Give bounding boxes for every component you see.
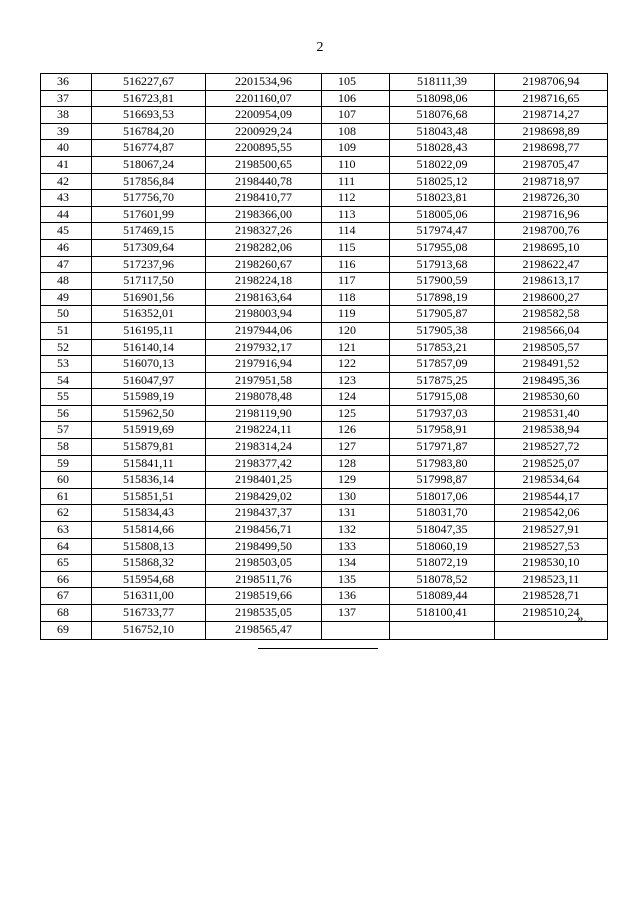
point-number-left-cell: 69	[41, 621, 92, 639]
x-coordinate-right-cell: 518098,06	[390, 90, 495, 107]
y-coordinate-left-cell: 2197951,58	[206, 372, 322, 389]
point-number-left-cell: 45	[41, 223, 92, 240]
table-row	[41, 605, 608, 622]
x-coordinate-right-cell: 518111,39	[390, 74, 495, 91]
point-number-left-cell: 53	[41, 356, 92, 373]
y-coordinate-left-cell: 2198511,76	[206, 571, 322, 588]
table-row	[41, 488, 608, 505]
point-number-left-cell: 57	[41, 422, 92, 439]
point-number-right-cell: 121	[322, 339, 390, 356]
x-coordinate-left-cell: 515962,50	[92, 405, 206, 422]
table-row	[41, 156, 608, 173]
x-coordinate-right-cell: 518076,68	[390, 107, 495, 124]
x-coordinate-left-cell: 516784,20	[92, 123, 206, 140]
y-coordinate-left-cell: 2198003,94	[206, 306, 322, 323]
table-row	[41, 356, 608, 373]
table-row	[41, 74, 608, 91]
y-coordinate-right-cell: 2198510,24	[495, 605, 608, 622]
point-number-left-cell: 46	[41, 239, 92, 256]
x-coordinate-right-cell: 517905,87	[390, 306, 495, 323]
point-number-left-cell: 42	[41, 173, 92, 190]
x-coordinate-left-cell: 516723,81	[92, 90, 206, 107]
y-coordinate-right-cell: 2198528,71	[495, 588, 608, 605]
point-number-right-cell: 112	[322, 190, 390, 207]
table-row	[41, 505, 608, 522]
point-number-right-cell: 123	[322, 372, 390, 389]
x-coordinate-left-cell: 516774,87	[92, 140, 206, 157]
point-number-right-cell: 126	[322, 422, 390, 439]
y-coordinate-right-cell: 2198495,36	[495, 372, 608, 389]
y-coordinate-right-cell: 2198491,52	[495, 356, 608, 373]
table-row	[41, 140, 608, 157]
y-coordinate-right-cell: 2198706,94	[495, 74, 608, 91]
y-coordinate-right-cell: 2198530,60	[495, 389, 608, 406]
point-number-left-cell: 49	[41, 289, 92, 306]
point-number-right-cell: 133	[322, 538, 390, 555]
x-coordinate-left-cell: 517309,64	[92, 239, 206, 256]
y-coordinate-right-cell: 2198525,07	[495, 455, 608, 472]
y-coordinate-left-cell: 2198519,66	[206, 588, 322, 605]
y-coordinate-right-cell: 2198527,91	[495, 522, 608, 539]
x-coordinate-right-cell: 518100,41	[390, 605, 495, 622]
x-coordinate-left-cell: 516227,67	[92, 74, 206, 91]
x-coordinate-left-cell: 515879,81	[92, 439, 206, 456]
table-row	[41, 588, 608, 605]
point-number-left-cell: 44	[41, 206, 92, 223]
point-number-right-cell: 128	[322, 455, 390, 472]
y-coordinate-left-cell: 2198366,00	[206, 206, 322, 223]
x-coordinate-left-cell: 516195,11	[92, 322, 206, 339]
point-number-left-cell: 38	[41, 107, 92, 124]
y-coordinate-right-cell: 2198538,94	[495, 422, 608, 439]
point-number-left-cell: 39	[41, 123, 92, 140]
point-number-right-cell: 122	[322, 356, 390, 373]
y-coordinate-left-cell: 2198224,18	[206, 273, 322, 290]
point-number-left-cell: 50	[41, 306, 92, 323]
point-number-right-cell: 108	[322, 123, 390, 140]
y-coordinate-right-cell: 2198566,04	[495, 322, 608, 339]
table-row	[41, 239, 608, 256]
point-number-right-cell	[322, 621, 390, 639]
point-number-left-cell: 63	[41, 522, 92, 539]
table-row	[41, 322, 608, 339]
table-row	[41, 555, 608, 572]
point-number-right-cell: 136	[322, 588, 390, 605]
x-coordinate-left-cell: 518067,24	[92, 156, 206, 173]
point-number-left-cell: 40	[41, 140, 92, 157]
table-row	[41, 173, 608, 190]
x-coordinate-left-cell: 515989,19	[92, 389, 206, 406]
x-coordinate-left-cell: 517756,70	[92, 190, 206, 207]
x-coordinate-right-cell: 517937,03	[390, 405, 495, 422]
point-number-right-cell: 115	[322, 239, 390, 256]
point-number-right-cell: 131	[322, 505, 390, 522]
table-row	[41, 123, 608, 140]
x-coordinate-left-cell: 515808,13	[92, 538, 206, 555]
x-coordinate-right-cell: 518025,12	[390, 173, 495, 190]
x-coordinate-right-cell: 517875,25	[390, 372, 495, 389]
y-coordinate-left-cell: 2201534,96	[206, 74, 322, 91]
table-row	[41, 389, 608, 406]
y-coordinate-right-cell: 2198527,53	[495, 538, 608, 555]
table-row	[41, 306, 608, 323]
y-coordinate-right-cell	[495, 621, 608, 639]
y-coordinate-right-cell: 2198698,89	[495, 123, 608, 140]
point-number-right-cell: 120	[322, 322, 390, 339]
y-coordinate-left-cell: 2198260,67	[206, 256, 322, 273]
x-coordinate-left-cell: 516047,97	[92, 372, 206, 389]
point-number-left-cell: 58	[41, 439, 92, 456]
point-number-left-cell: 67	[41, 588, 92, 605]
y-coordinate-left-cell: 2200929,24	[206, 123, 322, 140]
x-coordinate-right-cell: 518028,43	[390, 140, 495, 157]
y-coordinate-left-cell: 2198440,78	[206, 173, 322, 190]
x-coordinate-right-cell: 517857,09	[390, 356, 495, 373]
point-number-left-cell: 60	[41, 472, 92, 489]
point-number-left-cell: 65	[41, 555, 92, 572]
point-number-right-cell: 137	[322, 605, 390, 622]
x-coordinate-right-cell: 518043,48	[390, 123, 495, 140]
x-coordinate-left-cell: 516311,00	[92, 588, 206, 605]
y-coordinate-left-cell: 2198437,37	[206, 505, 322, 522]
point-number-right-cell: 124	[322, 389, 390, 406]
y-coordinate-right-cell: 2198531,40	[495, 405, 608, 422]
x-coordinate-left-cell: 516070,13	[92, 356, 206, 373]
point-number-right-cell: 109	[322, 140, 390, 157]
table-row	[41, 621, 608, 639]
x-coordinate-right-cell: 518005,06	[390, 206, 495, 223]
y-coordinate-right-cell: 2198542,06	[495, 505, 608, 522]
x-coordinate-right-cell: 517853,21	[390, 339, 495, 356]
y-coordinate-right-cell: 2198700,76	[495, 223, 608, 240]
x-coordinate-right-cell: 518017,06	[390, 488, 495, 505]
x-coordinate-right-cell: 518031,70	[390, 505, 495, 522]
y-coordinate-left-cell: 2198503,05	[206, 555, 322, 572]
y-coordinate-left-cell: 2198377,42	[206, 455, 322, 472]
x-coordinate-left-cell: 516752,10	[92, 621, 206, 639]
page-number: 2	[316, 40, 324, 55]
x-coordinate-left-cell: 516693,53	[92, 107, 206, 124]
y-coordinate-left-cell: 2198327,26	[206, 223, 322, 240]
x-coordinate-right-cell: 517958,91	[390, 422, 495, 439]
point-number-left-cell: 52	[41, 339, 92, 356]
x-coordinate-right-cell: 517905,38	[390, 322, 495, 339]
y-coordinate-right-cell: 2198527,72	[495, 439, 608, 456]
point-number-right-cell: 105	[322, 74, 390, 91]
table-row	[41, 538, 608, 555]
table-row	[41, 472, 608, 489]
point-number-left-cell: 48	[41, 273, 92, 290]
x-coordinate-left-cell: 517856,84	[92, 173, 206, 190]
y-coordinate-left-cell: 2198456,71	[206, 522, 322, 539]
point-number-right-cell: 107	[322, 107, 390, 124]
table-row	[41, 223, 608, 240]
x-coordinate-left-cell: 515954,68	[92, 571, 206, 588]
point-number-left-cell: 54	[41, 372, 92, 389]
point-number-right-cell: 132	[322, 522, 390, 539]
table-row	[41, 339, 608, 356]
x-coordinate-left-cell: 517601,99	[92, 206, 206, 223]
y-coordinate-left-cell: 2198500,65	[206, 156, 322, 173]
closing-quote-mark: ».	[577, 610, 587, 625]
table-row	[41, 571, 608, 588]
x-coordinate-left-cell: 515834,43	[92, 505, 206, 522]
y-coordinate-left-cell: 2198119,90	[206, 405, 322, 422]
point-number-right-cell: 110	[322, 156, 390, 173]
point-number-right-cell: 127	[322, 439, 390, 456]
point-number-right-cell: 125	[322, 405, 390, 422]
y-coordinate-left-cell: 2200895,55	[206, 140, 322, 157]
x-coordinate-left-cell: 516901,56	[92, 289, 206, 306]
y-coordinate-right-cell: 2198716,96	[495, 206, 608, 223]
y-coordinate-left-cell: 2198401,25	[206, 472, 322, 489]
y-coordinate-right-cell: 2198544,17	[495, 488, 608, 505]
x-coordinate-right-cell: 518047,35	[390, 522, 495, 539]
point-number-right-cell: 118	[322, 289, 390, 306]
point-number-right-cell: 130	[322, 488, 390, 505]
y-coordinate-left-cell: 2198282,06	[206, 239, 322, 256]
y-coordinate-left-cell: 2197932,17	[206, 339, 322, 356]
y-coordinate-right-cell: 2198582,58	[495, 306, 608, 323]
y-coordinate-right-cell: 2198600,27	[495, 289, 608, 306]
y-coordinate-left-cell: 2201160,07	[206, 90, 322, 107]
point-number-right-cell: 117	[322, 273, 390, 290]
x-coordinate-right-cell: 517974,47	[390, 223, 495, 240]
y-coordinate-right-cell: 2198613,17	[495, 273, 608, 290]
point-number-right-cell: 134	[322, 555, 390, 572]
point-number-left-cell: 43	[41, 190, 92, 207]
table-row	[41, 273, 608, 290]
y-coordinate-right-cell: 2198505,57	[495, 339, 608, 356]
y-coordinate-right-cell: 2198695,10	[495, 239, 608, 256]
point-number-left-cell: 66	[41, 571, 92, 588]
x-coordinate-left-cell: 517469,15	[92, 223, 206, 240]
x-coordinate-right-cell: 517913,68	[390, 256, 495, 273]
point-number-left-cell: 62	[41, 505, 92, 522]
table-row	[41, 422, 608, 439]
x-coordinate-left-cell: 515919,69	[92, 422, 206, 439]
y-coordinate-right-cell: 2198534,64	[495, 472, 608, 489]
table-row	[41, 289, 608, 306]
y-coordinate-left-cell: 2198535,05	[206, 605, 322, 622]
x-coordinate-right-cell: 518060,19	[390, 538, 495, 555]
point-number-left-cell: 41	[41, 156, 92, 173]
x-coordinate-left-cell: 517117,50	[92, 273, 206, 290]
y-coordinate-left-cell: 2198565,47	[206, 621, 322, 639]
point-number-left-cell: 51	[41, 322, 92, 339]
x-coordinate-right-cell: 517955,08	[390, 239, 495, 256]
table-row	[41, 90, 608, 107]
x-coordinate-right-cell: 517971,87	[390, 439, 495, 456]
y-coordinate-right-cell: 2198714,27	[495, 107, 608, 124]
table-row	[41, 107, 608, 124]
point-number-right-cell: 135	[322, 571, 390, 588]
point-number-right-cell: 113	[322, 206, 390, 223]
y-coordinate-left-cell: 2197916,94	[206, 356, 322, 373]
point-number-right-cell: 111	[322, 173, 390, 190]
point-number-right-cell: 119	[322, 306, 390, 323]
table-row	[41, 206, 608, 223]
coordinates-table	[40, 73, 608, 640]
y-coordinate-left-cell: 2198429,02	[206, 488, 322, 505]
x-coordinate-left-cell: 515836,14	[92, 472, 206, 489]
table-row	[41, 522, 608, 539]
point-number-left-cell: 68	[41, 605, 92, 622]
table-row	[41, 256, 608, 273]
x-coordinate-right-cell: 518023,81	[390, 190, 495, 207]
x-coordinate-right-cell: 517915,08	[390, 389, 495, 406]
x-coordinate-left-cell: 516352,01	[92, 306, 206, 323]
coordinates-table-body	[41, 74, 608, 640]
y-coordinate-right-cell: 2198718,97	[495, 173, 608, 190]
x-coordinate-right-cell: 518022,09	[390, 156, 495, 173]
y-coordinate-left-cell: 2198314,24	[206, 439, 322, 456]
point-number-right-cell: 116	[322, 256, 390, 273]
x-coordinate-left-cell: 515841,11	[92, 455, 206, 472]
point-number-left-cell: 37	[41, 90, 92, 107]
x-coordinate-right-cell: 517900,59	[390, 273, 495, 290]
x-coordinate-left-cell: 517237,96	[92, 256, 206, 273]
y-coordinate-left-cell: 2198078,48	[206, 389, 322, 406]
signature-line	[258, 648, 378, 649]
x-coordinate-right-cell: 517998,87	[390, 472, 495, 489]
point-number-left-cell: 47	[41, 256, 92, 273]
x-coordinate-right-cell: 518072,19	[390, 555, 495, 572]
point-number-left-cell: 55	[41, 389, 92, 406]
x-coordinate-right-cell: 517983,80	[390, 455, 495, 472]
point-number-right-cell: 106	[322, 90, 390, 107]
y-coordinate-right-cell: 2198530,10	[495, 555, 608, 572]
y-coordinate-right-cell: 2198716,65	[495, 90, 608, 107]
y-coordinate-right-cell: 2198622,47	[495, 256, 608, 273]
y-coordinate-left-cell: 2198410,77	[206, 190, 322, 207]
table-row	[41, 405, 608, 422]
point-number-left-cell: 61	[41, 488, 92, 505]
y-coordinate-right-cell: 2198705,47	[495, 156, 608, 173]
point-number-left-cell: 36	[41, 74, 92, 91]
table-row	[41, 190, 608, 207]
y-coordinate-left-cell: 2198163,64	[206, 289, 322, 306]
y-coordinate-right-cell: 2198698,77	[495, 140, 608, 157]
point-number-left-cell: 59	[41, 455, 92, 472]
point-number-left-cell: 64	[41, 538, 92, 555]
y-coordinate-left-cell: 2197944,06	[206, 322, 322, 339]
x-coordinate-right-cell: 518078,52	[390, 571, 495, 588]
y-coordinate-left-cell: 2198224,11	[206, 422, 322, 439]
x-coordinate-right-cell: 517898,19	[390, 289, 495, 306]
y-coordinate-left-cell: 2200954,09	[206, 107, 322, 124]
point-number-left-cell: 56	[41, 405, 92, 422]
table-row	[41, 439, 608, 456]
x-coordinate-right-cell	[390, 621, 495, 639]
x-coordinate-left-cell: 516140,14	[92, 339, 206, 356]
table-row	[41, 455, 608, 472]
x-coordinate-left-cell: 515868,32	[92, 555, 206, 572]
table-row	[41, 372, 608, 389]
y-coordinate-right-cell: 2198523,11	[495, 571, 608, 588]
point-number-right-cell: 129	[322, 472, 390, 489]
x-coordinate-left-cell: 516733,77	[92, 605, 206, 622]
y-coordinate-right-cell: 2198726,30	[495, 190, 608, 207]
point-number-right-cell: 114	[322, 223, 390, 240]
x-coordinate-left-cell: 515814,66	[92, 522, 206, 539]
y-coordinate-left-cell: 2198499,50	[206, 538, 322, 555]
x-coordinate-left-cell: 515851,51	[92, 488, 206, 505]
x-coordinate-right-cell: 518089,44	[390, 588, 495, 605]
